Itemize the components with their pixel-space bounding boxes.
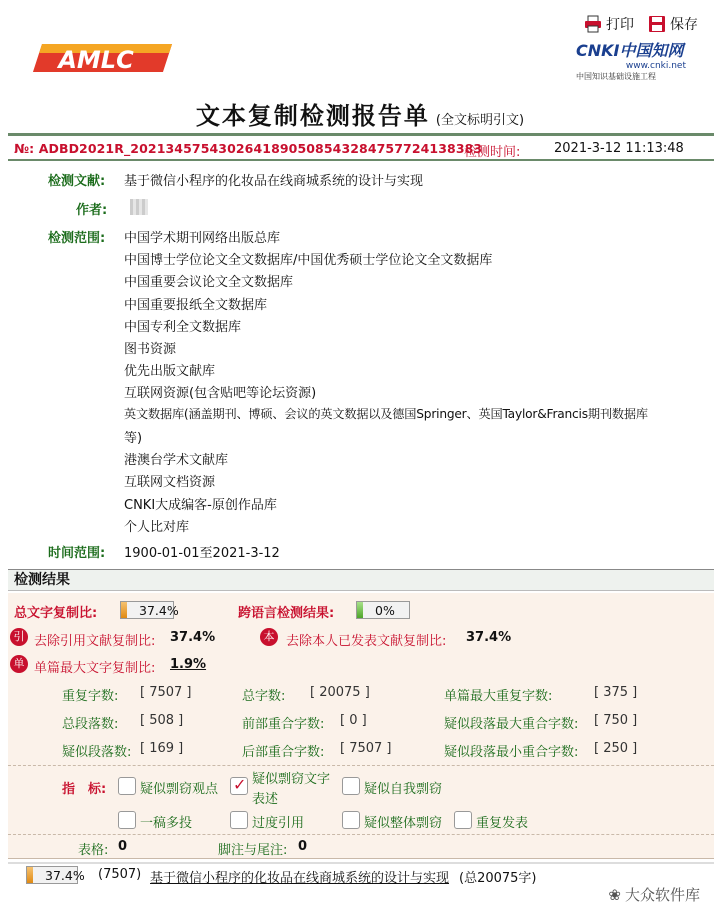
print-button[interactable]: [584, 14, 634, 34]
indicator-text: 疑似剽窃观点: [140, 782, 219, 797]
stat-value: [ 250 ]: [594, 741, 638, 756]
self-badge-icon: 本: [260, 628, 278, 646]
range-item: 图书资源: [124, 342, 177, 357]
watermark-text: 大众软件库: [624, 886, 700, 904]
stat-value: [ 0 ]: [340, 713, 367, 728]
indicator-text: 过度引用: [252, 816, 305, 831]
results-section-header: [8, 569, 714, 591]
footer-total: (总20075字): [459, 871, 537, 886]
range-item: 中国重要会议论文全文数据库: [124, 275, 294, 290]
period-label: 时间范围:: [48, 546, 106, 561]
report-id-bar: [8, 133, 714, 161]
printer-icon: [584, 15, 602, 33]
single-max-value: 1.9%: [170, 657, 207, 672]
footer-count: (7507): [98, 867, 142, 882]
stat-value: [ 375 ]: [594, 685, 638, 700]
stat-value: [ 508 ]: [140, 713, 184, 728]
author-label: 作者:: [76, 203, 108, 218]
cnki-tagline: 中国知识基础设施工程: [576, 72, 656, 81]
save-label: 保存: [670, 17, 698, 33]
floppy-disk-icon: [648, 15, 666, 33]
subtitle-text: (全文标明引文): [435, 113, 525, 128]
range-item: 互联网文档资源: [124, 475, 216, 490]
results-title: 检测结果: [14, 572, 70, 588]
single-max-label: 单篇最大文字复制比:: [34, 661, 156, 676]
range-item: 中国学术期刊网络出版总库: [124, 231, 281, 246]
indicator-label: 指 标:: [62, 782, 107, 797]
indicator-text: 表述: [252, 792, 279, 807]
range-item: 英文数据库(涵盖期刊、博硕、会议的英文数据以及德国Springer、英国Taylor&Francis期刊数据库: [124, 407, 648, 421]
cross-lang-bar: [356, 601, 410, 619]
range-item: 中国专利全文数据库: [124, 320, 242, 335]
doc-label: 检测文献:: [48, 174, 106, 189]
indicator-checkbox[interactable]: [342, 777, 360, 795]
cnki-logo: [576, 38, 686, 81]
notes-label: 脚注与尾注:: [218, 843, 288, 858]
indicator-checkbox[interactable]: [118, 811, 136, 829]
stat-key: 疑似段落数:: [62, 745, 132, 760]
single-badge-icon: 单: [10, 655, 28, 673]
stat-key: 单篇最大重复字数:: [444, 689, 553, 704]
cite-badge-icon: 引: [10, 628, 28, 646]
range-label: 检测范围:: [48, 231, 106, 246]
cnki-text: CNKI中国知网: [576, 41, 684, 60]
range-item: 中国重要报纸全文数据库: [124, 298, 268, 313]
total-ratio-value: 37.4%: [139, 602, 179, 618]
total-ratio-label: 总文字复制比:: [14, 606, 98, 621]
amlc-logo: [24, 38, 174, 78]
range-item: 互联网资源(包含贴吧等论坛资源): [124, 386, 317, 401]
indicator-text: 一稿多投: [140, 816, 193, 831]
stat-value: [ 20075 ]: [310, 685, 370, 700]
stat-key: 总字数:: [242, 689, 286, 704]
watermark: [608, 884, 700, 905]
tables-value: 0: [118, 839, 128, 854]
excl-self-value: 37.4%: [466, 630, 512, 645]
range-item: CNKI大成编客-原创作品库: [124, 498, 277, 513]
period-value: 1900-01-01至2021-3-12: [124, 546, 280, 561]
range-item: 个人比对库: [124, 520, 190, 535]
stat-key: 疑似段落最大重合字数:: [444, 717, 579, 732]
indicator-checkbox[interactable]: [230, 777, 248, 795]
page-title: [0, 96, 720, 131]
report-number: №: ADBD2021R_2021345754302641890508543284757724138383: [14, 141, 483, 156]
notes-value: 0: [298, 839, 308, 854]
cross-lang-label: 跨语言检测结果:: [238, 606, 335, 621]
excl-self-label: 去除本人已发表文献复制比:: [286, 634, 447, 649]
print-label: 打印: [606, 17, 634, 33]
indicator-checkbox[interactable]: [342, 811, 360, 829]
footer-ratio-value: 37.4%: [45, 867, 85, 883]
indicator-text: 疑似自我剽窃: [364, 782, 443, 797]
indicator-checkbox[interactable]: [230, 811, 248, 829]
indicator-text: 疑似整体剽窃: [364, 816, 443, 831]
indicator-checkbox[interactable]: [454, 811, 472, 829]
divider: [8, 834, 714, 835]
tables-label: 表格:: [78, 843, 109, 858]
indicator-checkbox[interactable]: [118, 777, 136, 795]
range-item: 港澳台学术文献库: [124, 453, 229, 468]
wechat-icon: ❀: [608, 885, 621, 904]
logo-text: AMLC: [58, 46, 134, 74]
cross-lang-fill: [357, 602, 363, 618]
footer-ratio-fill: [27, 867, 33, 883]
time-value: 2021-3-12 11:13:48: [554, 141, 684, 156]
total-ratio-fill: [121, 602, 127, 618]
cnki-url: www.cnki.net: [625, 61, 686, 71]
stat-value: [ 750 ]: [594, 713, 638, 728]
range-item: 优先出版文献库: [124, 364, 216, 379]
indicator-text: 重复发表: [476, 816, 529, 831]
toolbar: [584, 14, 698, 34]
doc-value: 基于微信小程序的化妆品在线商城系统的设计与实现: [124, 174, 424, 189]
stat-value: [ 169 ]: [140, 741, 184, 756]
author-redacted: [130, 199, 148, 215]
range-item: 中国博士学位论文全文数据库/中国优秀硕士学位论文全文数据库: [124, 253, 493, 268]
excl-cite-value: 37.4%: [170, 630, 216, 645]
stat-key: 前部重合字数:: [242, 717, 325, 732]
divider: [8, 765, 714, 766]
stat-key: 重复字数:: [62, 689, 119, 704]
footer-doc-link[interactable]: 基于微信小程序的化妆品在线商城系统的设计与实现: [150, 871, 450, 886]
range-item: 等): [124, 431, 143, 446]
stat-value: [ 7507 ]: [340, 741, 392, 756]
stat-value: [ 7507 ]: [140, 685, 192, 700]
indicator-text: 疑似剽窃文字: [252, 772, 331, 787]
total-ratio-bar: [120, 601, 179, 619]
stat-key: 后部重合字数:: [242, 745, 325, 760]
footer-ratio-bar: [26, 866, 85, 884]
excl-cite-label: 去除引用文献复制比:: [34, 634, 156, 649]
title-text: 文本复制检测报告单: [195, 102, 430, 130]
cross-lang-value: 0%: [375, 602, 395, 618]
stat-key: 总段落数:: [62, 717, 119, 732]
save-button[interactable]: [648, 14, 698, 34]
time-label: 检测时间:: [464, 145, 521, 160]
stat-key: 疑似段落最小重合字数:: [444, 745, 579, 760]
